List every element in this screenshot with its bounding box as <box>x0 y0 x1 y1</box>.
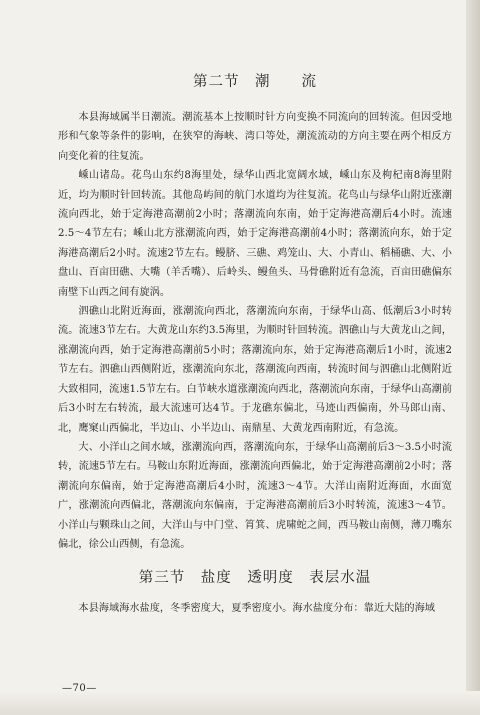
paragraph-sijiaoshan: 泗礁山北附近海面，涨潮流向西北，落潮流向东南，于绿华山高、低潮后3小时转流。流速3节左右。大黄龙山东约3.5海里，为顺时针回转流。泗礁山与大黄龙山之间，涨潮流向西，始于定海港高潮前5小时；落潮流向东，始于定海港高潮后1小时，流速2节左右。泗礁山西侧附近，涨潮流向东北，落潮流向西南，转流时间与泗礁山北侧附近大致相同，流速1.5节左右。白节峡水道涨潮流向西北，落潮流向东南，于绿华山高潮前后3小时左右转流，最大流速可达4节。于龙礁东偏北，马迹山西偏南，外马郎山南、北，鹰窠山西偏北，半边山、小半边山、南鼎星、大黄龙西南附近，有急流。 <box>58 306 452 434</box>
page-content <box>58 70 452 619</box>
paragraph-intro: 本县海域属半日潮流。潮流基本上按顺时针方向变换不同流向的回转流。但因受地形和气象等条件的影响，在狭窄的海峡、湾口等处，潮流流动的方向主要在两个相反方向变化着的往复流。 <box>58 112 452 162</box>
section-body-salinity <box>58 599 452 618</box>
page-gutter-shadow <box>466 0 480 715</box>
page-bottom-shadow <box>0 691 480 715</box>
paragraph-shengshan: 嵊山诸岛。花鸟山东约8海里处，绿华山西北宽阔水域，嵊山东及枸杞南8海里附近，均为顺时针回转流。其他岛屿间的航门水道均为往复流。花鸟山与绿华山附近涨潮流向西北，始于定海港高潮前2小时；落潮流向东南，始于定海港高潮后4小时。流速2.5～4节左右；嵊山北方涨潮流向西，始于定海港高潮前4小时；落潮流向东，始于定海港高潮后2小时。流速2节左右。鳗脐、三礁、鸡笼山、大、小青山、稻桶礁、大、小盘山、百亩田礁、大嘴（羊舌嘴）、后岭头、鳗鱼头、马骨礁附近有急流，百亩田礁偏东南壁下山西之间有旋涡。 <box>58 170 452 298</box>
paragraph-yangshan: 大、小洋山之间水域，涨潮流向西，落潮流向东，于绿华山高潮前后3～3.5小时流转，流速5节左右。马鞍山东附近海面，涨潮流向西偏北，始于定海港高潮前2小时；落潮流向东偏南，始于定海港高潮后4小时，流速3～4节。大洋山南附近海面，水面宽广，涨潮流向西偏北，落潮流向东偏南，于定海港高潮前后3小时转流，流速3～4节。小洋山与颗珠山之间，大洋山与中门堂、筲箕、虎啸蛇之间，西马鞍山南侧，薄刀嘴东偏北，徐公山西侧，有急流。 <box>58 441 452 550</box>
section-title-salinity: 第三节 盐度 透明度 表层水温 <box>138 570 372 587</box>
section-title-tidal-current: 第二节 潮 流 <box>193 74 317 90</box>
paragraph-salinity: 本县海域海水盐度，冬季密度大，夏季密度小。海水盐度分布：靠近大陆的海域 <box>78 603 435 615</box>
section-body-tidal-current <box>58 108 452 554</box>
page-number: —70— <box>62 683 97 694</box>
